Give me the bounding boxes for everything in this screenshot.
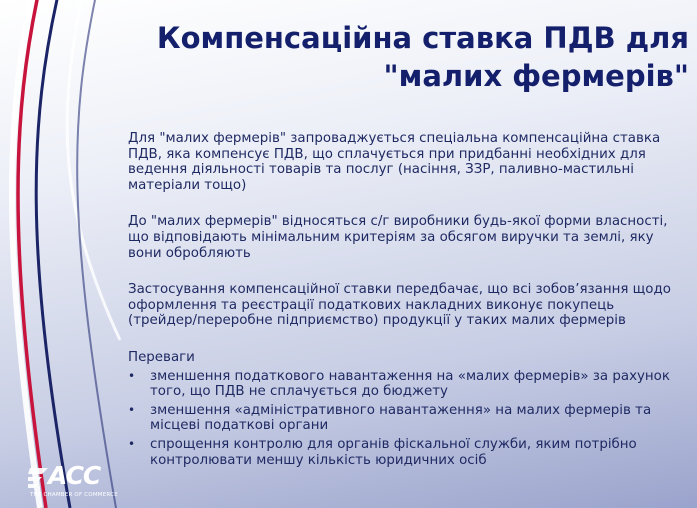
paragraph-compensation-rate: Для "малих фермерів" запроваджується спеціальна компенсаційна ставка ПДВ, яка компенсує ПДВ, що сплачується при придбанні необхідних для ведення діяльності товарів та послуг (насіння, ЗЗР, паливно-мастильні матеріали тощо) xyxy=(128,131,661,193)
logo-tagline: THE CHAMBER OF COMMERCE xyxy=(30,492,118,498)
bullet-icon: • xyxy=(128,368,136,383)
list-item-text: зменшення податкового навантаження на «малих фермерів» за рахунок того, що ПДВ не сплачується до бюджету xyxy=(150,368,670,400)
advantages-heading: Переваги xyxy=(128,349,195,365)
main-content xyxy=(128,131,684,471)
page-title-line1: Компенсаційна ставка ПДВ для xyxy=(156,21,689,56)
list-item-text: спрощення контролю для органів фіскальної служби, яким потрібно контролювати меншу кількість юридичних осіб xyxy=(150,436,637,468)
page-title-line2: "малих фермерів" xyxy=(383,59,689,94)
list-item xyxy=(128,403,684,434)
paragraph-small-farmers-definition: До "малих фермерів" відносяться с/г виробники будь-якої форми власності, що відповідають мінімальним критеріям за обсягом виручки та землі, яку вони обробляють xyxy=(128,214,668,261)
logo-name: ACC xyxy=(48,461,101,490)
paragraph-application: Застосування компенсаційної ставки передбачає, що всі зобов’язання щодо оформлення та реєстрації податкових накладних виконує покупець (трейдер/переробне підприємство) продукції у таких малих фермерів xyxy=(128,282,671,329)
bullet-icon: • xyxy=(128,402,136,417)
list-item xyxy=(128,369,684,400)
bullet-icon: • xyxy=(128,436,136,451)
list-item xyxy=(128,437,684,468)
advantages-list xyxy=(128,369,684,469)
list-item-text: зменшення «адміністративного навантаження» на малих фермерів та місцеві податкові органи xyxy=(150,402,652,434)
page-title xyxy=(89,19,689,95)
